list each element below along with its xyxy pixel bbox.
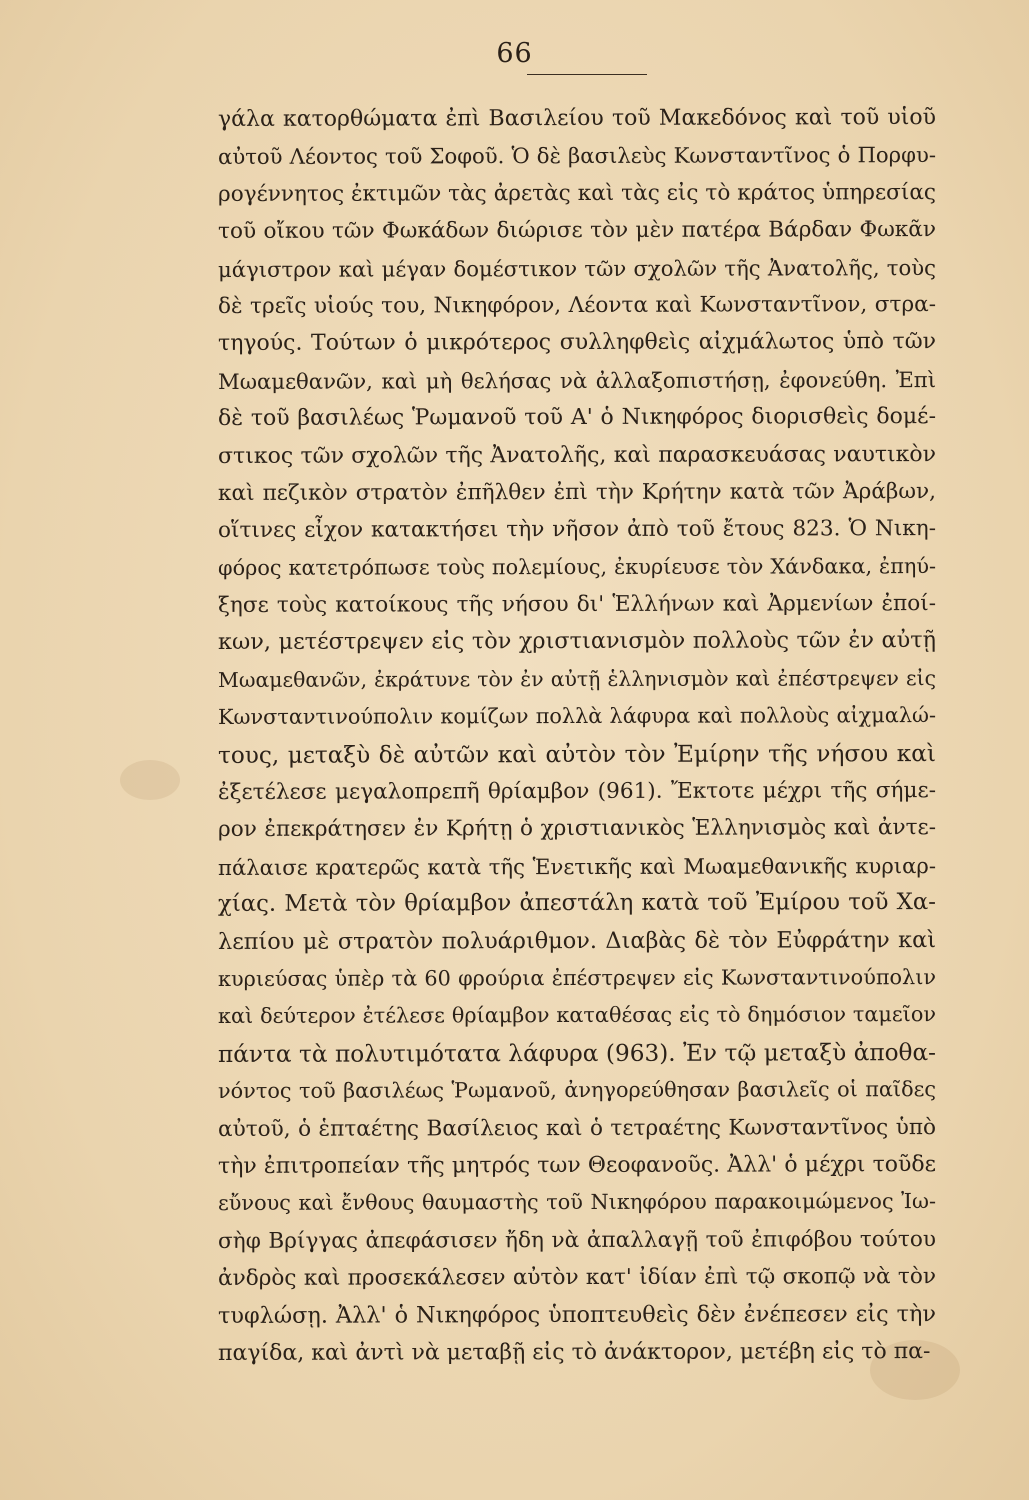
text-line: πάλαισε κρατερῶς κατὰ τῆς Ἑνετικῆς καὶ Μωαμεθανικῆς κυριαρ- bbox=[217, 852, 937, 880]
text-line: Μωαμεθανῶν, ἐκράτυνε τὸν ἐν αὐτῇ ἑλληνισμὸν καὶ ἐπέστρεψεν εἰς bbox=[217, 665, 937, 692]
text-line: οἵτινες εἶχον κατακτήσει τὴν νῆσον ἀπὸ τοῦ ἔτους 823. Ὁ Νικη- bbox=[217, 516, 937, 544]
text-line: στικος τῶν σχολῶν τῆς Ἀνατολῆς, καὶ παρασκευάσας ναυτικὸν bbox=[217, 441, 937, 469]
text-line: φόρος κατετρόπωσε τοὺς πολεμίους, ἐκυρίευσε τὸν Χάνδακα, ἐπηύ- bbox=[217, 553, 937, 580]
text-line: τυφλώσῃ. Ἀλλ' ὁ Νικηφόρος ὑποπτευθεὶς δὲν ἐνέπεσεν εἰς τὴν bbox=[217, 1300, 937, 1329]
text-line: καὶ πεζικὸν στρατὸν ἐπῆλθεν ἐπὶ τὴν Κρήτην κατὰ τῶν Ἀράβων, bbox=[217, 478, 937, 506]
text-line: λεπίου μὲ στρατὸν πολυάριθμον. Διαβὰς δὲ τὸν Εὐφράτην καὶ bbox=[217, 926, 937, 955]
text-line: τους, μεταξὺ δὲ αὐτῶν καὶ αὐτὸν τὸν Ἐμίρην τῆς νήσου καὶ bbox=[217, 739, 937, 769]
text-line: Κωνσταντινούπολιν κομίζων πολλὰ λάφυρα καὶ πολλοὺς αἰχμαλώ- bbox=[217, 703, 937, 730]
text-line: τοῦ οἴκου τῶν Φωκάδων διώρισε τὸν μὲν πατέρα Βάρδαν Φωκᾶν bbox=[217, 217, 937, 245]
text-line: ρογέννητος ἐκτιμῶν τὰς ἀρετὰς καὶ τὰς εἰς τὸ κράτος ὑπηρεσίας bbox=[217, 179, 937, 207]
text-line: νόντος τοῦ βασιλέως Ῥωμανοῦ, ἀνηγορεύθησαν βασιλεῖς οἱ παῖδες bbox=[217, 1077, 937, 1104]
page-header bbox=[0, 38, 1029, 69]
text-line: ρον ἐπεκράτησεν ἐν Κρήτῃ ὁ χριστιανικὸς Ἑλληνισμὸς καὶ ἀντε- bbox=[217, 815, 937, 843]
text-line: εὔνους καὶ ἔνθους θαυμαστὴς τοῦ Νικηφόρου παρακοιμώμενος Ἰω- bbox=[217, 1189, 937, 1216]
text-line: ἐξετέλεσε μεγαλοπρεπῆ θρίαμβον (961). Ἔκτοτε μέχρι τῆς σήμε- bbox=[217, 778, 937, 805]
text-line: καὶ δεύτερον ἐτέλεσε θρίαμβον καταθέσας εἰς τὸ δημόσιον ταμεῖον bbox=[217, 1002, 937, 1029]
paper-stain bbox=[120, 760, 180, 800]
text-line: κυριεύσας ὑπὲρ τὰ 60 φρούρια ἐπέστρεψεν εἰς Κωνσταντινούπολιν bbox=[217, 965, 937, 991]
text-line: αὐτοῦ, ὁ ἑπταέτης Βασίλειος καὶ ὁ τετραέτης Κωνσταντῖνος ὑπὸ bbox=[217, 1114, 937, 1142]
text-line: τὴν ἐπιτροπείαν τῆς μητρός των Θεοφανοῦς. Ἀλλ' ὁ μέχρι τοῦδε bbox=[217, 1151, 937, 1179]
body-text bbox=[218, 100, 936, 1371]
text-line: δὲ τοῦ βασιλέως Ῥωμανοῦ τοῦ Α' ὁ Νικηφόρος διορισθεὶς δομέ- bbox=[217, 404, 937, 432]
text-line: γάλα κατορθώματα ἐπὶ Βασιλείου τοῦ Μακεδόνος καὶ τοῦ υἱοῦ bbox=[217, 105, 937, 132]
text-line: μάγιστρον καὶ μέγαν δομέστικον τῶν σχολῶν τῆς Ἀνατολῆς, τοὺς bbox=[217, 254, 937, 282]
text-line: Μωαμεθανῶν, καὶ μὴ θελήσας νὰ ἀλλαξοπιστήσῃ, ἐφονεύθη. Ἐπὶ bbox=[217, 366, 937, 394]
page-number: 66 bbox=[496, 38, 533, 69]
text-line: πάντα τὰ πολυτιμότατα λάφυρα (963). Ἐν τῷ μεταξὺ ἀποθα- bbox=[217, 1038, 937, 1068]
text-line: αὐτοῦ Λέοντος τοῦ Σοφοῦ. Ὁ δὲ βασιλεὺς Κωνσταντῖνος ὁ Πορφυ- bbox=[217, 142, 937, 170]
header-rule bbox=[527, 74, 647, 75]
text-line: κων, μετέστρεψεν εἰς τὸν χριστιανισμὸν πολλοὺς τῶν ἐν αὐτῇ bbox=[217, 627, 937, 656]
text-line: δὲ τρεῖς υἱούς του, Νικηφόρον, Λέοντα καὶ Κωνσταντῖνον, στρα- bbox=[217, 292, 937, 319]
text-line: τηγούς. Τούτων ὁ μικρότερος συλληφθεὶς αἰχμάλωτος ὑπὸ τῶν bbox=[217, 329, 937, 357]
text-line: σὴφ Βρίγγας ἀπεφάσισεν ἤδη νὰ ἀπαλλαγῇ τοῦ ἐπιφόβου τούτου bbox=[217, 1226, 937, 1254]
text-line: ξησε τοὺς κατοίκους τῆς νήσου δι' Ἑλλήνων καὶ Ἀρμενίων ἐποί- bbox=[217, 591, 937, 619]
text-line: παγίδα, καὶ ἀντὶ νὰ μεταβῇ εἰς τὸ ἀνάκτορον, μετέβη εἰς τὸ πα- bbox=[217, 1338, 931, 1366]
text-line: ἀνδρὸς καὶ προσεκάλεσεν αὐτὸν κατ' ἰδίαν ἐπὶ τῷ σκοπῷ νὰ τὸν bbox=[217, 1264, 937, 1292]
text-line: χίας. Μετὰ τὸν θρίαμβον ἀπεστάλη κατὰ τοῦ Ἐμίρου τοῦ Χα- bbox=[217, 889, 937, 918]
